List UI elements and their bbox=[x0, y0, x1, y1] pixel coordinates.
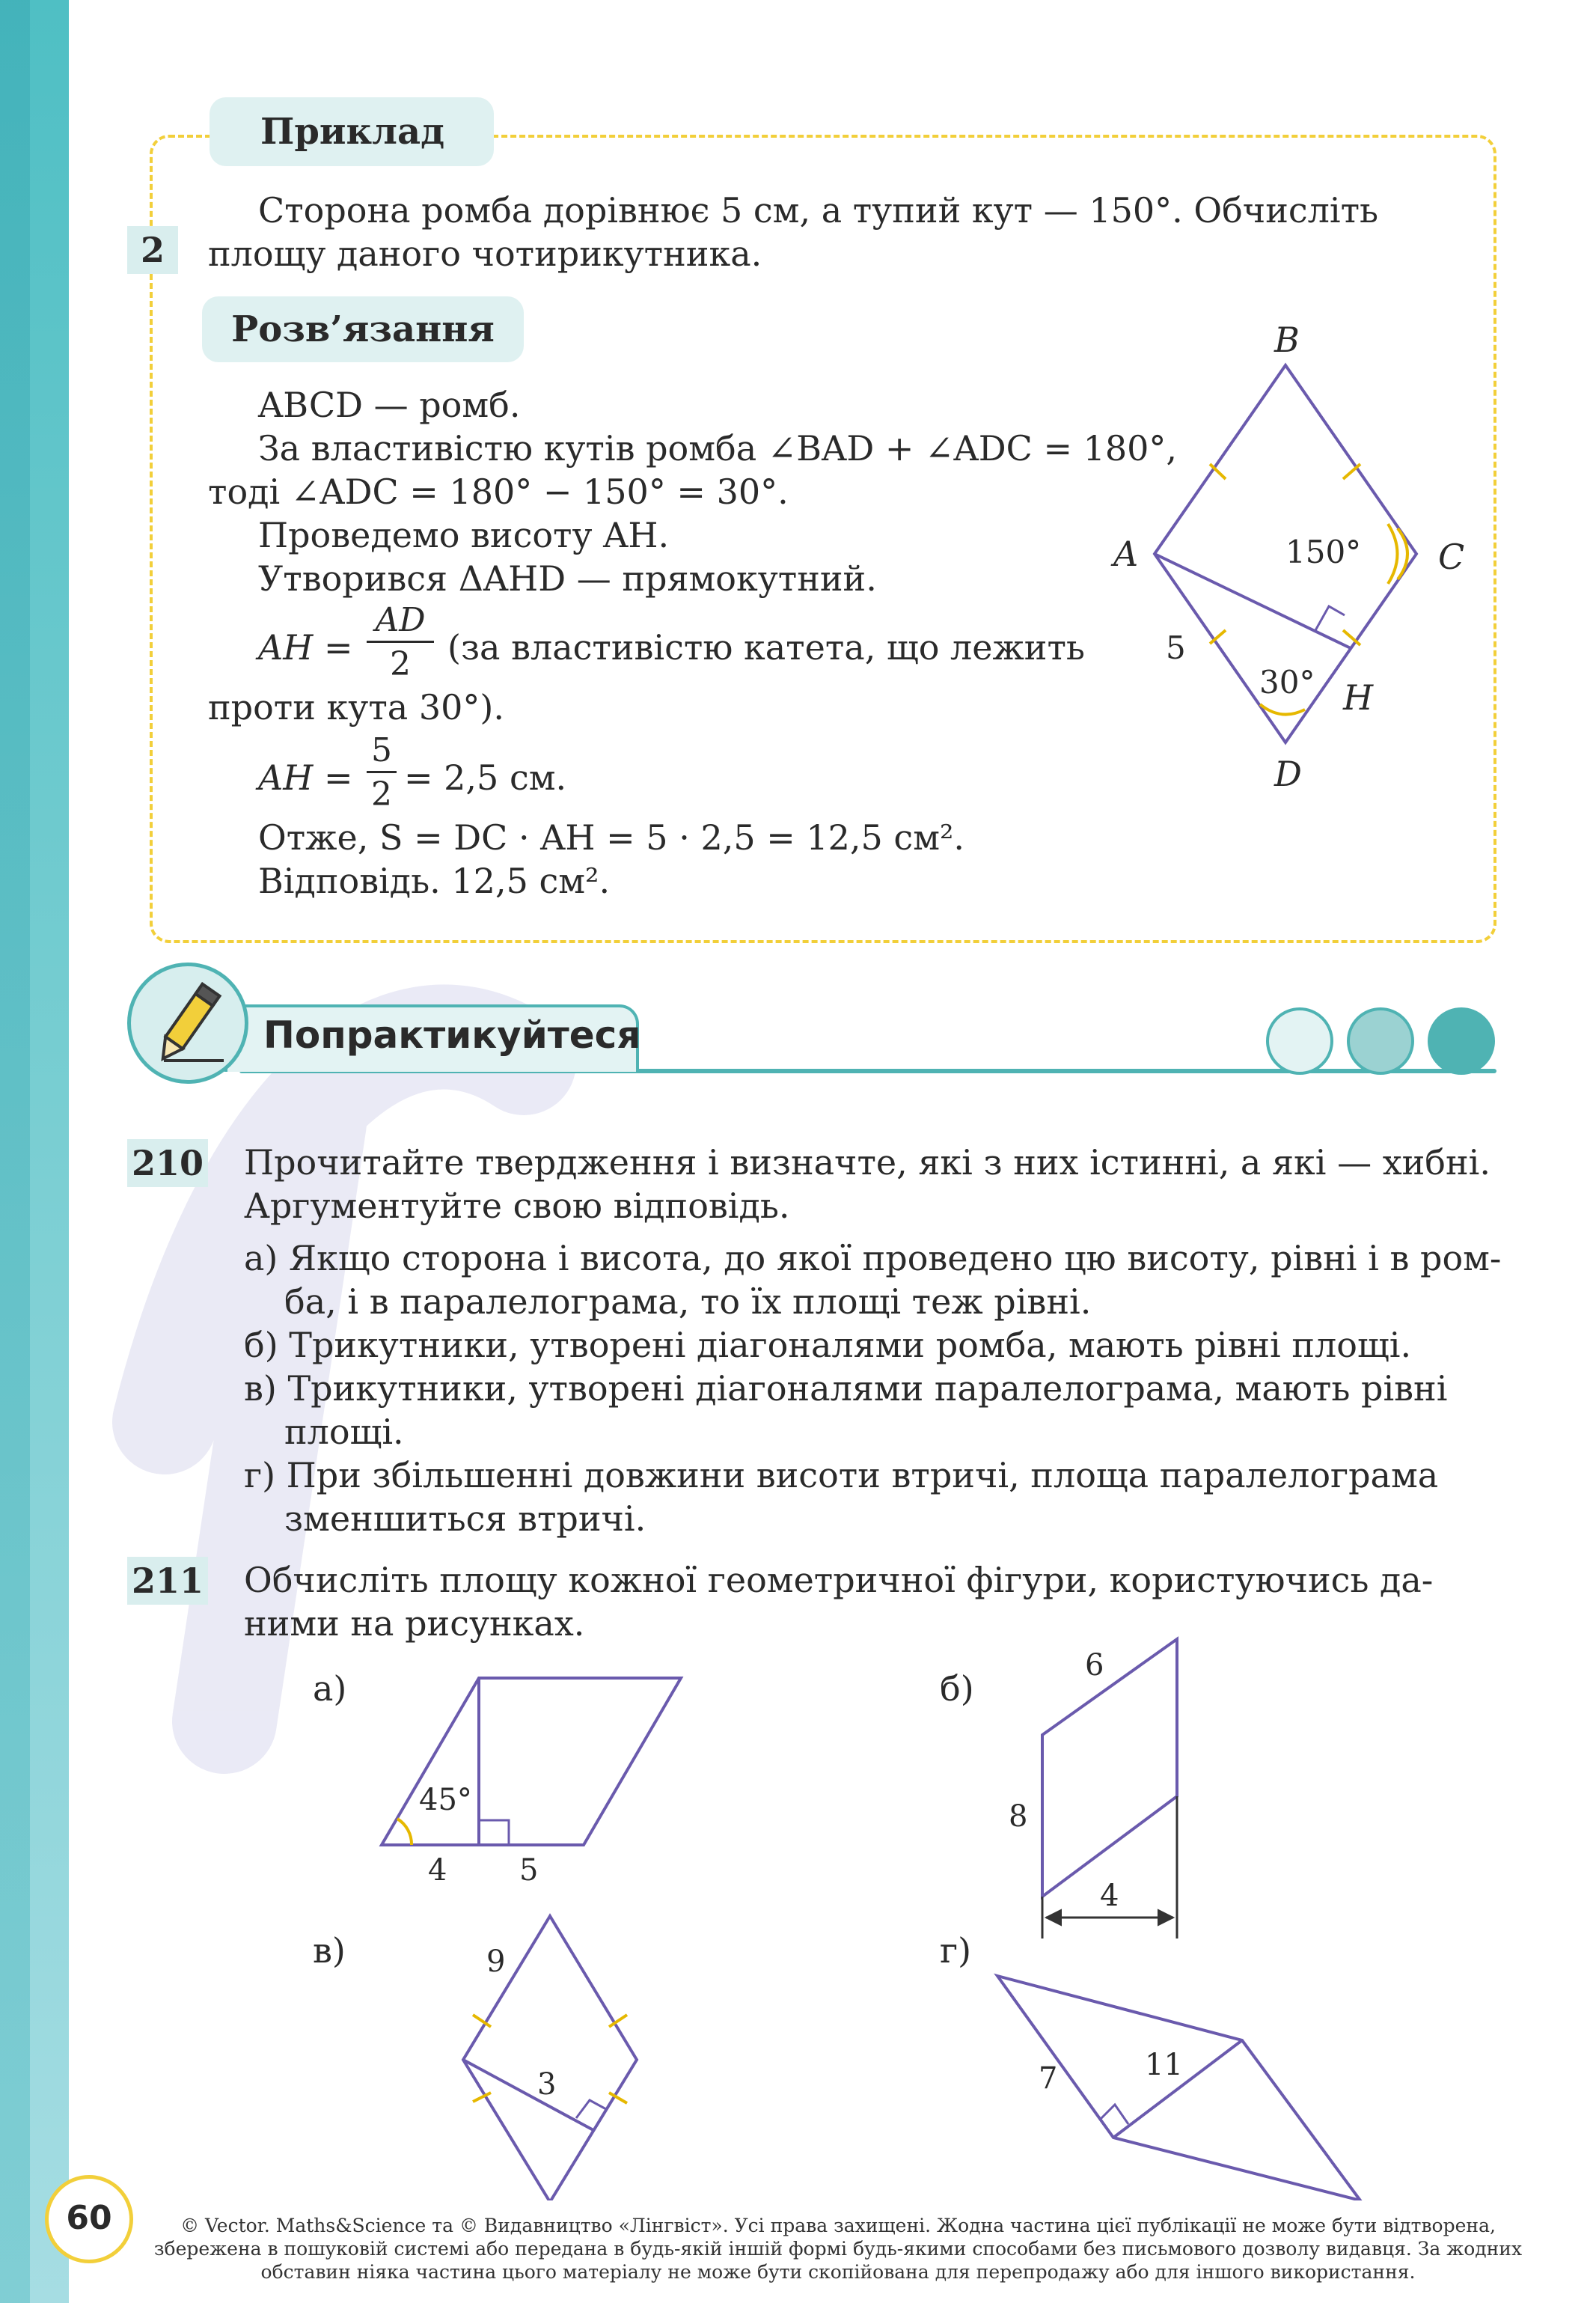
label-30: 30° bbox=[1259, 664, 1315, 701]
fig-d-side: 7 bbox=[1039, 2061, 1058, 2096]
fig-c-label: в) bbox=[313, 1930, 346, 1971]
task211-text2: ними на рисунках. bbox=[244, 1603, 585, 1644]
task210-b: б) Трикутники, утворені діагоналями ромба, мають рівні площі. bbox=[244, 1325, 1412, 1365]
example-number: 2 bbox=[127, 226, 178, 274]
task210-d2: зменшиться втричі. bbox=[284, 1498, 646, 1539]
solution-line-2: За властивістю кутів ромба ∠BAD + ∠ADC = 180°, bbox=[258, 428, 1178, 469]
angle-arc-c2 bbox=[1398, 528, 1407, 579]
side-bar bbox=[0, 0, 69, 2303]
ah-numerator: AD bbox=[367, 600, 434, 643]
ah2-lhs: AH = bbox=[258, 757, 353, 798]
footer-line1: © Vector. Maths&Science та © Видавництво «Лінгвіст». Усі права захищені. Жодна частина цієї публікації не може бути відтворена, bbox=[180, 2215, 1496, 2236]
task211-text1: Обчисліть площу кожної геометричної фігури, користуючись да- bbox=[244, 1560, 1434, 1600]
ah-note2: проти кута 30°). bbox=[208, 687, 504, 727]
solution-line-3: тоді ∠ADC = 180° − 150° = 30°. bbox=[208, 472, 789, 512]
level-circle-2 bbox=[1347, 1007, 1414, 1075]
footer-line3: обставин ніяка частина цього матеріалу не може бути скопійована для перепродажу або для іншого використання. bbox=[260, 2261, 1416, 2283]
ah-denominator: 2 bbox=[390, 645, 411, 683]
task210-a2: ба, і в паралелограма, то їх площі теж рівні. bbox=[284, 1281, 1092, 1322]
fig-b-label: б) bbox=[940, 1668, 974, 1709]
rhombus-figure bbox=[1077, 299, 1482, 808]
fig-b-top: 6 bbox=[1085, 1648, 1104, 1683]
level-circle-1 bbox=[1266, 1007, 1333, 1075]
fig-a-angle: 45° bbox=[419, 1783, 472, 1817]
ah2-rhs: = 2,5 см. bbox=[404, 757, 567, 798]
angle-arc-c1 bbox=[1388, 524, 1398, 584]
copyright-footer bbox=[105, 2214, 1571, 2284]
fig-d-diag: 11 bbox=[1145, 2048, 1183, 2082]
fig-a-seg2: 5 bbox=[519, 1853, 539, 1888]
fig-c-side: 9 bbox=[486, 1944, 506, 1979]
fig-b-left: 8 bbox=[1009, 1799, 1028, 1834]
label-d: D bbox=[1274, 754, 1302, 794]
task210-intro1: Прочитайте твердження і визначте, які з них істинні, а які — хибні. bbox=[244, 1142, 1490, 1183]
example-label-text: Приклад bbox=[260, 111, 445, 153]
fig-b-bottom: 4 bbox=[1100, 1879, 1119, 1913]
label-h: H bbox=[1343, 677, 1374, 718]
page-number: 60 bbox=[45, 2175, 133, 2263]
task211-number: 211 bbox=[127, 1557, 208, 1605]
task210-intro2: Аргументуйте свою відповідь. bbox=[244, 1186, 790, 1226]
right-angle-mark bbox=[1315, 606, 1345, 632]
label-b: B bbox=[1274, 320, 1300, 360]
task210-number: 210 bbox=[127, 1139, 208, 1187]
task210-d1: г) При збільшенні довжини висоти втричі, площа паралелограма bbox=[244, 1455, 1439, 1495]
task210-a1: а) Якщо сторона і висота, до якої проведено цю висоту, рівні і в ром- bbox=[244, 1238, 1502, 1278]
fig-a-shape bbox=[382, 1678, 681, 1845]
pencil-icon bbox=[127, 963, 248, 1084]
solution-line-4: Проведемо висоту AH. bbox=[258, 515, 670, 555]
footer-line2: збережена в пошуковій системі або передана в будь-якій іншій формі будь-якими способами без письмового дозволу видавця. За жодних bbox=[153, 2238, 1523, 2260]
level-circle-3 bbox=[1428, 1007, 1495, 1075]
example-statement-line1: Сторона ромба дорівнює 5 см, а тупий кут — 150°. Обчисліть bbox=[258, 190, 1379, 231]
example-label bbox=[210, 97, 494, 166]
example-statement-line2: площу даного чотирикутника. bbox=[208, 234, 762, 274]
fig-a-label: а) bbox=[313, 1668, 347, 1709]
fig-a-seg1: 4 bbox=[428, 1853, 447, 1888]
task210-c2: площі. bbox=[284, 1412, 404, 1452]
ah2-denominator: 2 bbox=[371, 775, 392, 814]
ah-note: (за властивістю катета, що лежить bbox=[447, 627, 1085, 668]
label-c: C bbox=[1438, 537, 1465, 577]
answer: Відповідь. 12,5 см². bbox=[258, 861, 611, 901]
fig-d-label: г) bbox=[940, 1930, 972, 1971]
solution-label bbox=[202, 296, 524, 362]
solution-line-5: Утворився ΔAHD — прямокутний. bbox=[258, 558, 877, 599]
label-side-5: 5 bbox=[1166, 629, 1186, 666]
ah-lhs: AH = bbox=[258, 627, 353, 668]
label-a: A bbox=[1113, 534, 1139, 574]
task211-figures bbox=[224, 1632, 1541, 2200]
practice-title: Попрактикуйтеся bbox=[263, 1013, 641, 1057]
fig-c-height: 3 bbox=[537, 2067, 557, 2102]
task210-c1: в) Трикутники, утворені діагоналями паралелограма, мають рівні bbox=[244, 1368, 1448, 1409]
ah2-numerator: 5 bbox=[367, 730, 397, 773]
solution-line-1: ABCD — ромб. bbox=[258, 385, 521, 425]
conclusion: Отже, S = DC · AH = 5 · 2,5 = 12,5 см². bbox=[258, 817, 965, 858]
label-150: 150° bbox=[1285, 534, 1362, 570]
solution-label-text: Розв’язання bbox=[231, 308, 495, 350]
